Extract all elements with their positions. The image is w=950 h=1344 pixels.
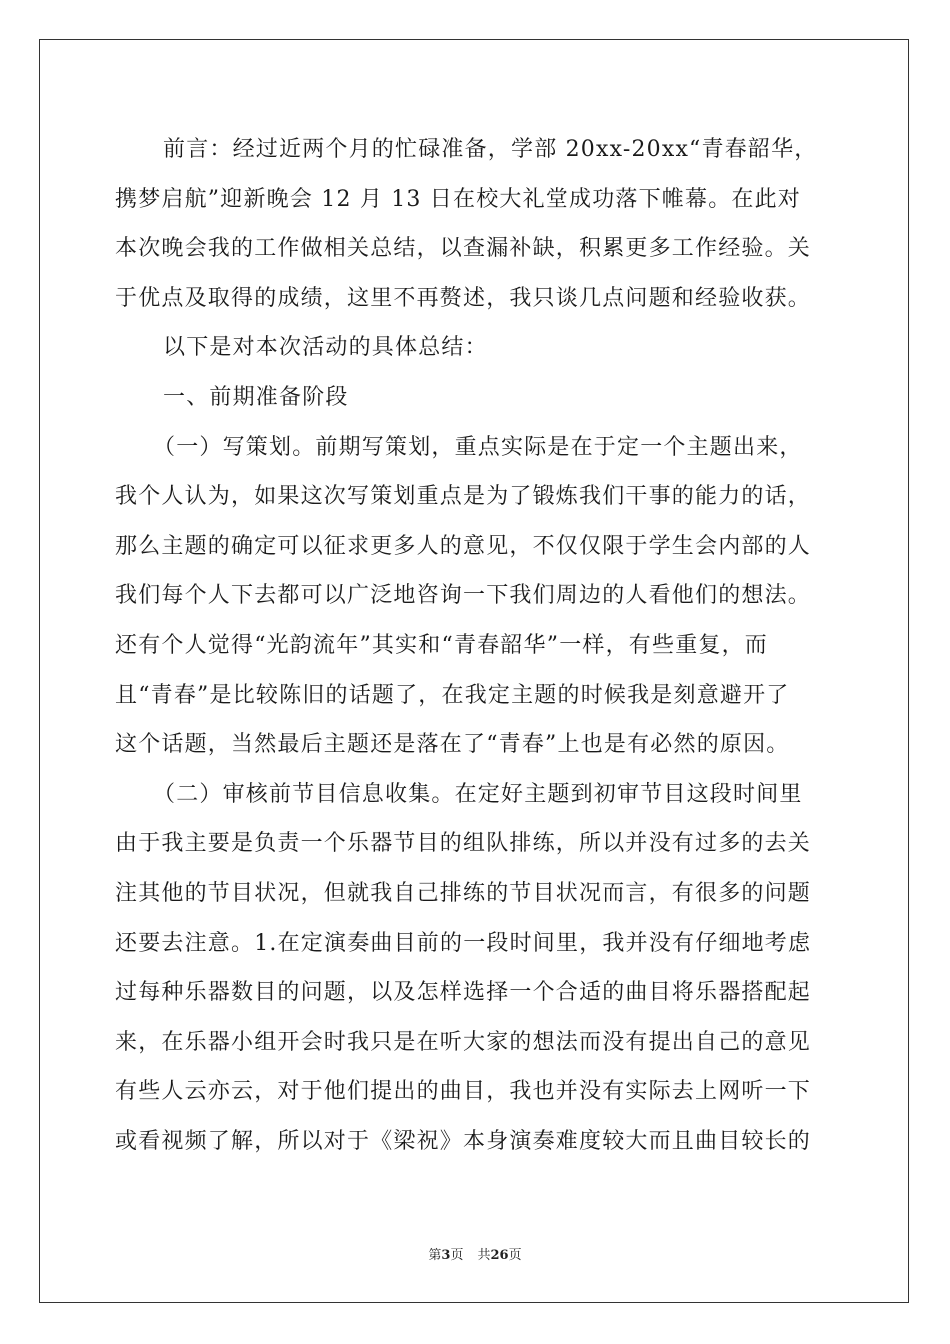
paragraph-line: 以下是对本次活动的具体总结：: [163, 335, 488, 361]
paragraph-line: 还有个人觉得“光韵流年”其实和“青春韶华”一样，有些重复，而: [115, 632, 768, 658]
page-prefix: 第: [428, 1248, 442, 1263]
document-body: [115, 125, 835, 1166]
paragraph-line: 且“青春”是比较陈旧的话题了，在我定主题的时候我是刻意避开了: [115, 682, 790, 708]
paragraph-line: 或看视频了解，所以对于《梁祝》本身演奏难度较大而且曲目较长的: [115, 1128, 812, 1154]
paragraph-line: 那么主题的确定可以征求更多人的意见，不仅仅限于学生会内部的人: [115, 533, 812, 559]
paragraph-line: 有些人云亦云，对于他们提出的曲目，我也并没有实际去上网听一下: [115, 1079, 812, 1105]
paragraph-line: （二）审核前节目信息收集。在定好主题到初审节目这段时间里: [153, 781, 803, 807]
total-suffix: 页: [508, 1248, 522, 1263]
total-pages-number: 26: [490, 1248, 509, 1263]
current-page-number: 3: [441, 1248, 451, 1263]
paragraph-line: （一）写策划。前期写策划，重点实际是在于定一个主题出来，: [153, 434, 803, 460]
paragraph-line: 于优点及取得的成绩，这里不再赘述，我只谈几点问题和经验收获。: [115, 285, 812, 311]
total-prefix: 共: [477, 1248, 491, 1263]
section-heading: 一、前期准备阶段: [163, 384, 349, 410]
paragraph-line: 这个话题，当然最后主题还是落在了“青春”上也是有必然的原因。: [115, 732, 790, 758]
paragraph-line: 由于我主要是负责一个乐器节目的组队排练，所以并没有过多的去关: [115, 831, 812, 857]
paragraph-line: 我们每个人下去都可以广泛地咨询一下我们周边的人看他们的想法。: [115, 583, 812, 609]
paragraph-line: 本次晚会我的工作做相关总结，以查漏补缺，积累更多工作经验。关: [115, 236, 812, 262]
page-suffix: 页: [450, 1248, 464, 1263]
paragraph-line: 来，在乐器小组开会时我只是在听大家的想法而没有提出自己的意见: [115, 1029, 812, 1055]
paragraph-line: 过每种乐器数目的问题，以及怎样选择一个合适的曲目将乐器搭配起: [115, 980, 812, 1006]
page-footer: [0, 1244, 950, 1263]
paragraph-line: 注其他的节目状况，但就我自己排练的节目状况而言，有很多的问题: [115, 880, 812, 906]
paragraph-line: 携梦启航”迎新晚会 12 月 13 日在校大礼堂成功落下帷幕。在此对: [115, 186, 802, 212]
paragraph-line: 我个人认为，如果这次写策划重点是为了锻炼我们干事的能力的话，: [115, 484, 812, 510]
paragraph-line: 还要去注意。1.在定演奏曲目前的一段时间里，我并没有仔细地考虑: [115, 930, 812, 956]
paragraph-line: 前言：经过近两个月的忙碌准备，学部 20xx-20xx“青春韶华，: [163, 137, 818, 162]
